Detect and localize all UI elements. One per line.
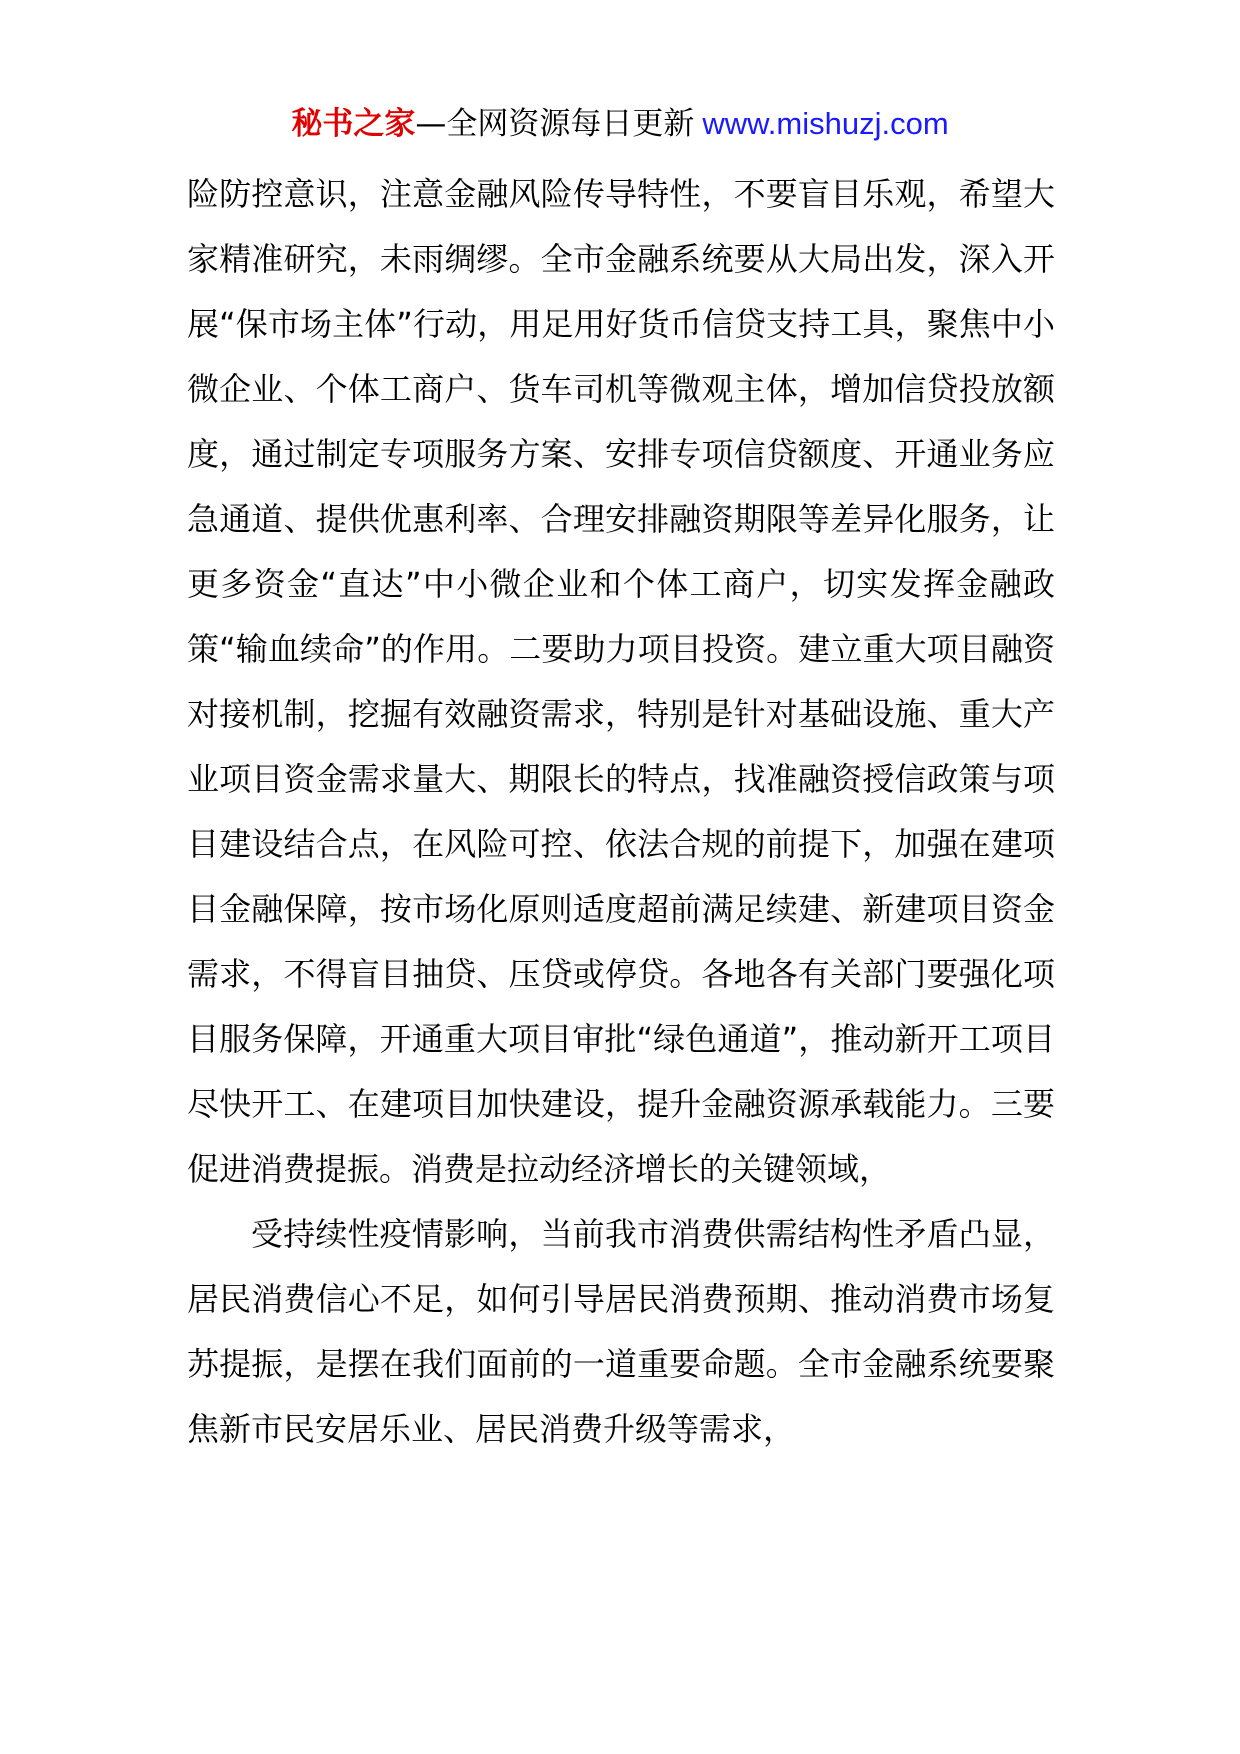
page-header: [0, 98, 1240, 150]
paragraph-1: 险防控意识，注意金融风险传导特性，不要盲目乐观，希望大家精准研究，未雨绸缪。全市金融系统要从大局出发，深入开展“保市场主体”行动，用足用好货币信贷支持工具，聚焦中小微企业、个体工商户、货车司机等微观主体，增加信贷投放额度，通过制定专项服务方案、安排专项信贷额度、开通业务应急通道、提供优惠利率、合理安排融资期限等差异化服务，让更多资金“直达”中小微企业和个体工商户，切实发挥金融政策“输血续命”的作用。二要助力项目投资。建立重大项目融资对接机制，挖掘有效融资需求，特别是针对基础设施、重大产业项目资金需求量大、期限长的特点，找准融资授信政策与项目建设结合点，在风险可控、依法合规的前提下，加强在建项目金融保障，按市场化原则适度超前满足续建、新建项目资金需求，不得盲目抽贷、压贷或停贷。各地各有关部门要强化项目服务保障，开通重大项目审批“绿色通道”，推动新开工项目尽快开工、在建项目加快建设，提升金融资源承载能力。三要促进消费提振。消费是拉动经济增长的关键领域，: [187, 175, 1055, 1188]
header-tagline: —全网资源每日更新: [415, 106, 695, 142]
document-body: [187, 162, 1055, 1462]
paragraph-2: 受持续性疫情影响，当前我市消费供需结构性矛盾凸显，居民消费信心不足，如何引导居民消费预期、推动消费市场复苏提振，是摆在我们面前的一道重要命题。全市金融系统要聚焦新市民安居乐业、居民消费升级等需求，: [187, 1215, 1055, 1448]
website-link[interactable]: www.mishuzj.com: [702, 106, 949, 141]
brand-name: 秘书之家: [291, 106, 416, 142]
